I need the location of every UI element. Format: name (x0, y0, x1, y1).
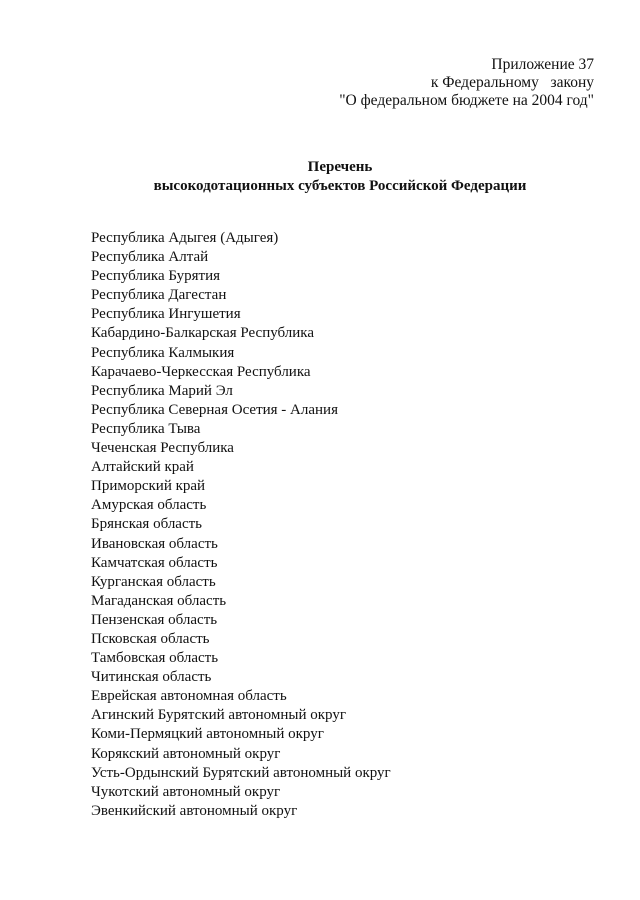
list-item: Республика Бурятия (91, 268, 221, 285)
list-item: Брянская область (91, 516, 203, 533)
list-item: Кабардино-Балкарская Республика (91, 325, 315, 342)
list-item: Пензенская область (91, 611, 218, 628)
list-item: Камчатская область (91, 554, 218, 571)
list-item: Коми-Пермяцкий автономный округ (91, 726, 324, 743)
list-item: Корякский автономный округ (91, 745, 281, 762)
list-item: Псковская область (91, 630, 210, 647)
list-item: Магаданская область (91, 592, 227, 609)
appendix-law-reference: к Федеральному закону (430, 74, 594, 91)
list-item: Чукотский автономный округ (91, 783, 281, 800)
list-item: Республика Алтай (91, 249, 209, 266)
list-item: Республика Калмыкия (91, 344, 235, 361)
list-item: Республика Северная Осетия - Алания (91, 401, 338, 418)
list-item: Усть-Ордынский Бурятский автономный округ (91, 764, 391, 781)
list-item: Республика Адыгея (Адыгея) (91, 230, 279, 246)
appendix-header (339, 56, 594, 110)
list-item: Чеченская Республика (91, 440, 234, 457)
list-item: Ивановская область (91, 535, 218, 552)
title-heading: Перечень (307, 159, 373, 175)
list-item: Карачаево-Черкесская Республика (91, 363, 311, 380)
title-subheading: высокодотационных субъектов Российской Федерации (153, 178, 527, 194)
document-title (0, 158, 640, 196)
list-item: Агинский Бурятский автономный округ (91, 707, 346, 724)
list-item: Еврейская автономная область (91, 688, 287, 705)
list-item: Республика Дагестан (91, 287, 227, 304)
list-item: Читинская область (91, 669, 212, 686)
appendix-law-title: "О федеральном бюджете на 2004 год" (339, 92, 594, 109)
list-item: Республика Тыва (91, 420, 201, 437)
list-item: Республика Ингушетия (91, 306, 241, 323)
list-item: Курганская область (91, 573, 216, 590)
list-item: Эвенкийский автономный округ (91, 802, 298, 819)
list-item: Тамбовская область (91, 650, 219, 667)
list-item: Амурская область (91, 497, 207, 514)
list-item: Алтайский край (91, 459, 194, 476)
subjects-list (91, 229, 391, 821)
list-item: Республика Марий Эл (91, 382, 233, 399)
appendix-number: Приложение 37 (491, 56, 594, 73)
list-item: Приморский край (91, 478, 206, 495)
